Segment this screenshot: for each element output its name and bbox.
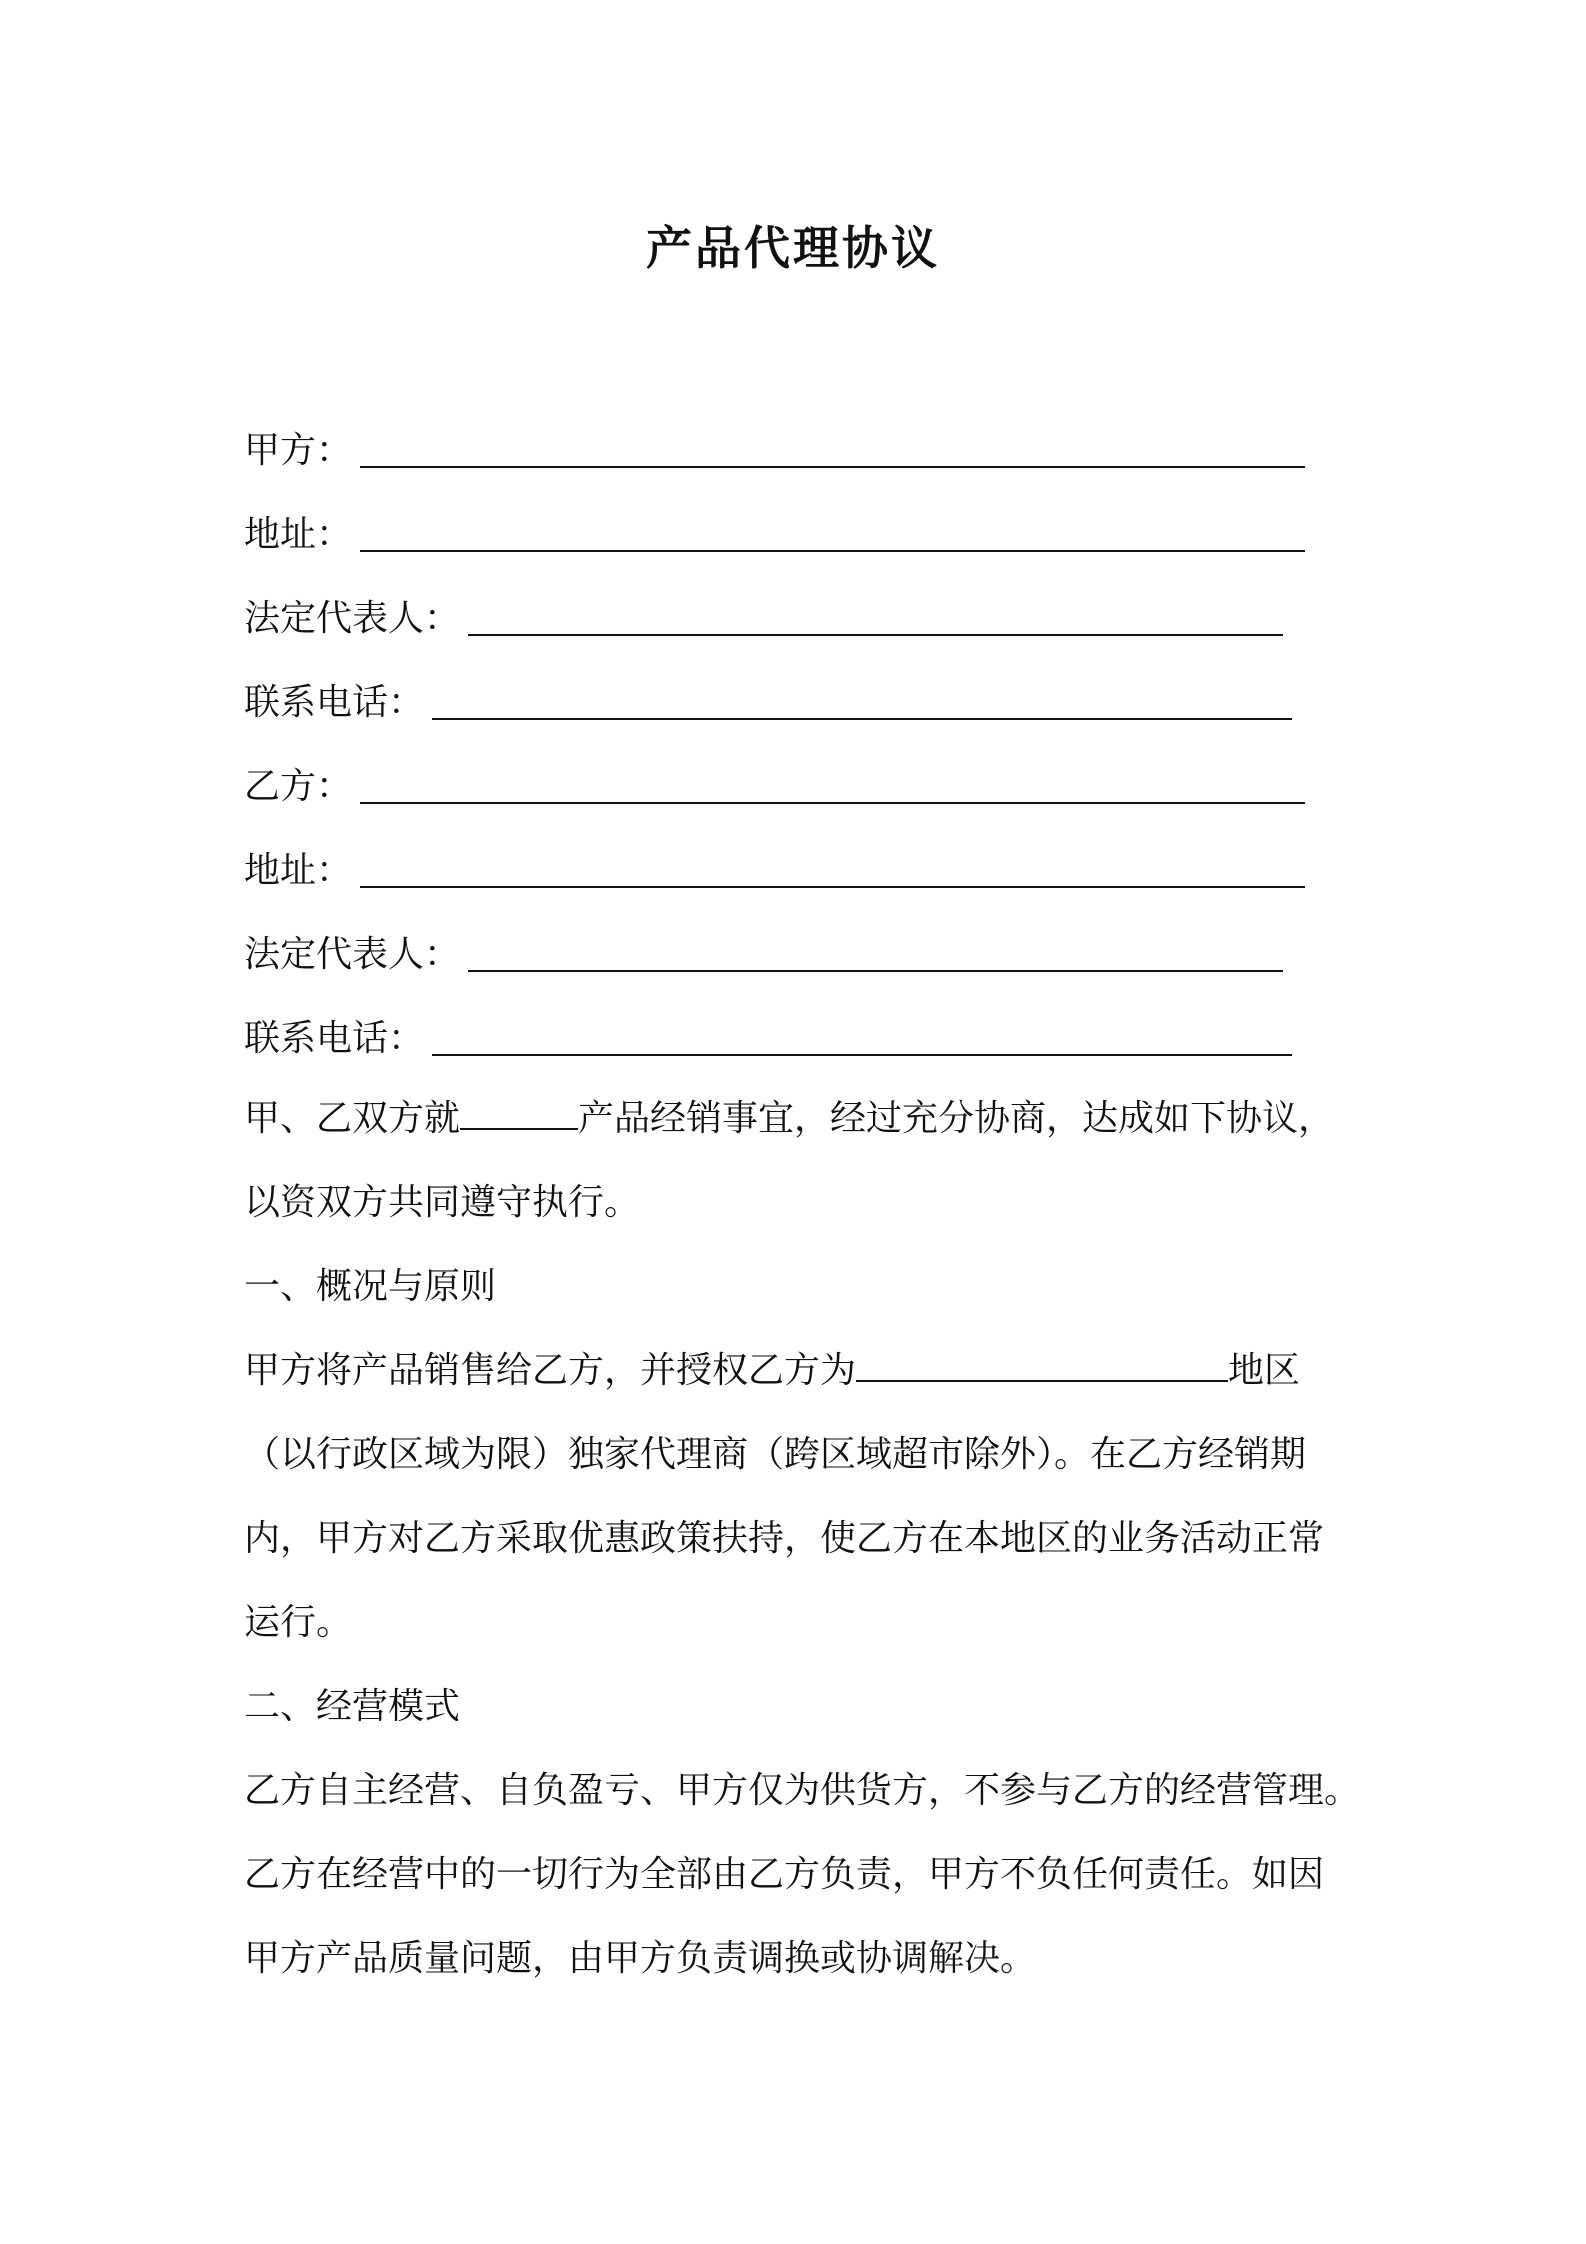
fill-in-blank [468,594,1283,636]
party-b-legal-rep-field [244,909,1374,993]
section-1-text: 甲方将产品销售给乙方，并授权乙方为 [244,1350,857,1391]
fill-in-blank [432,1014,1292,1056]
intro-text: 产品经销事宜，经过充分协商，达成如下协议， [578,1098,1335,1139]
section-1-line: 运行。 [244,1602,353,1643]
party-a-name-field [244,405,1374,489]
field-label: 法定代表人： [244,597,461,639]
party-b-phone-field [244,993,1374,1077]
fill-in-blank [468,930,1283,972]
field-label: 法定代表人： [244,933,461,975]
party-a-address-field [244,489,1374,573]
field-label: 联系电话： [244,1017,425,1059]
field-label: 甲方： [244,429,353,471]
fill-in-blank [360,846,1305,888]
document-title: 产品代理协议 [646,221,940,275]
party-a-phone-field [244,657,1374,741]
intro-paragraph-line: 以资双方共同遵守执行。 [244,1182,641,1223]
section-1-heading: 一、概况与原则 [244,1266,497,1307]
section-2-line: 乙方自主经营、自负盈亏、甲方仅为供货方，不参与乙方的经营管理。 [244,1770,1361,1811]
section-1-line [244,1329,1374,1413]
party-a-legal-rep-field [244,573,1374,657]
party-b-address-field [244,825,1374,909]
fill-in-blank [360,510,1305,552]
fill-in-blank [360,762,1305,804]
intro-text: 甲、乙双方就 [244,1098,461,1139]
section-1-line: 内，甲方对乙方采取优惠政策扶持，使乙方在本地区的业务活动正常 [244,1518,1325,1559]
product-blank [460,1092,578,1130]
section-1-text: 地区 [1228,1350,1301,1391]
intro-paragraph-line [244,1077,1374,1161]
field-label: 乙方： [244,765,353,807]
region-blank [856,1344,1228,1382]
party-b-name-field [244,741,1374,825]
fill-in-blank [432,678,1292,720]
fill-in-blank [360,426,1305,468]
document-body [244,405,1374,2001]
section-2-heading: 二、经营模式 [244,1686,461,1727]
section-2-line: 甲方产品质量问题，由甲方负责调换或协调解决。 [244,1938,1037,1979]
section-2-line: 乙方在经营中的一切行为全部由乙方负责，甲方不负任何责任。如因 [244,1854,1325,1895]
section-1-line: （以行政区域为限）独家代理商（跨区域超市除外）。在乙方经销期 [244,1434,1307,1475]
field-label: 地址： [244,513,353,555]
field-label: 地址： [244,849,353,891]
field-label: 联系电话： [244,681,425,723]
